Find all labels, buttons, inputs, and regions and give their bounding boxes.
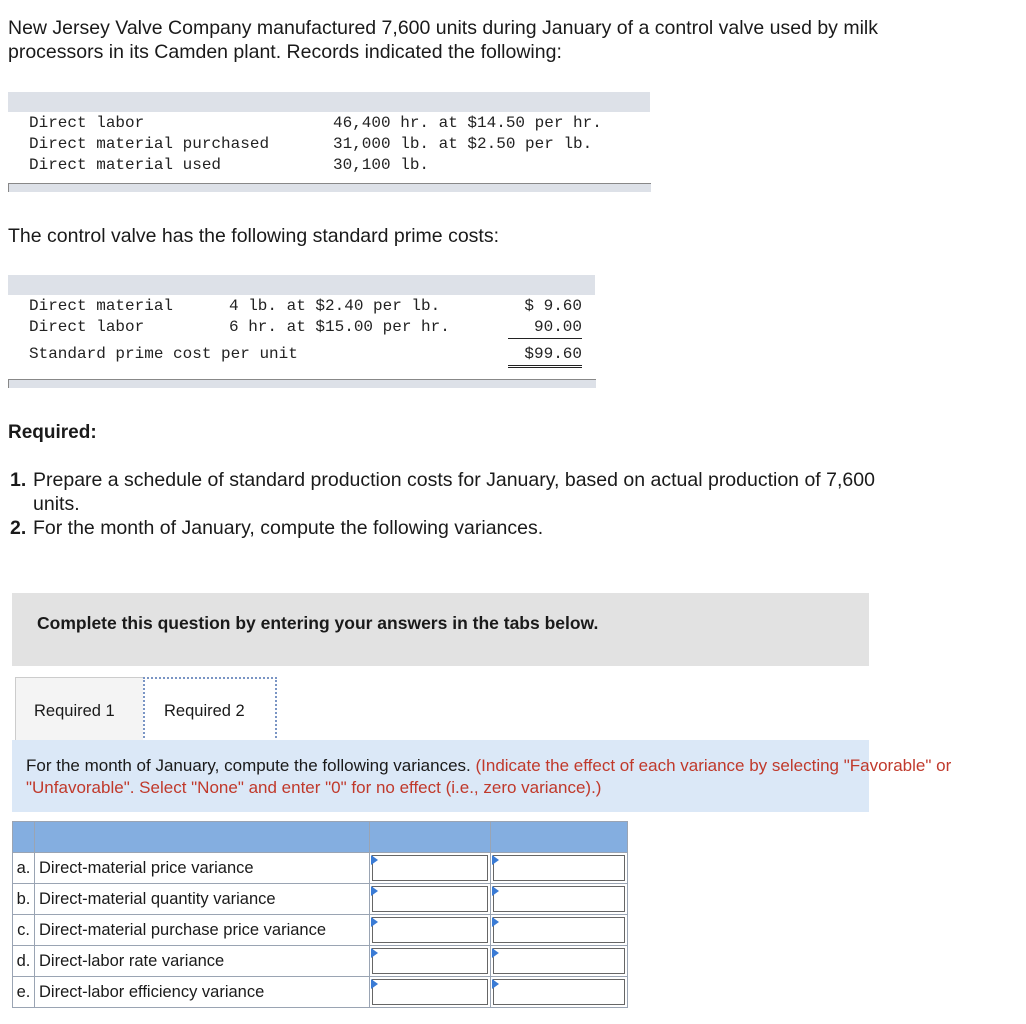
dropdown-arrow-icon [371,886,378,896]
records-label: Direct material used [29,156,222,174]
required-number: 2. [10,517,27,539]
effect-select[interactable] [370,977,491,1008]
amount-field[interactable] [495,919,623,941]
variance-table [12,821,628,1008]
amount-field[interactable] [495,888,623,910]
instruction-main: For the month of January, compute the following variances. [26,756,471,775]
amount-field[interactable] [495,981,623,1003]
complete-banner [12,593,869,666]
standard-label: Direct material [29,297,174,315]
required-item-text: For the month of January, compute the following variances. [33,517,544,539]
standard-table-header [8,275,595,295]
row-label: Direct-labor rate variance [35,946,370,977]
dropdown-arrow-icon [371,948,378,958]
amount-field[interactable] [495,950,623,972]
amount-input[interactable] [491,977,628,1008]
standard-total-amount: $99.60 [508,344,582,368]
instruction-panel [12,740,952,812]
records-value: 46,400 hr. at $14.50 per hr. [333,114,602,132]
row-letter: c. [13,915,35,946]
standard-amount: 90.00 [508,317,582,339]
records-value: 31,000 lb. at $2.50 per lb. [333,135,593,153]
row-letter: d. [13,946,35,977]
table-row [13,884,628,915]
row-letter: a. [13,853,35,884]
required-number: 1. [10,469,27,491]
tab-label: Required 1 [34,702,115,720]
effect-select[interactable] [370,946,491,977]
variance-table-header [13,822,628,853]
records-value: 30,100 lb. [333,156,430,174]
dropdown-arrow-icon [371,917,378,927]
row-label: Direct-material purchase price variance [35,915,370,946]
tab-required-2[interactable] [143,677,277,742]
effect-select[interactable] [370,853,491,884]
effect-select[interactable] [370,915,491,946]
row-label: Direct-labor efficiency variance [35,977,370,1008]
complete-banner-text: Complete this question by entering your answers in the tabs below. [37,613,599,633]
standard-detail: 4 lb. at $2.40 per lb. [229,297,441,315]
table-row [13,977,628,1008]
standard-table-footer [8,379,596,388]
standard-intro: The control valve has the following standard prime costs: [8,225,499,247]
standard-amount: $ 9.60 [524,297,582,315]
tab-required-1[interactable] [15,677,144,741]
records-label: Direct labor [29,114,145,132]
effect-select[interactable] [370,884,491,915]
amount-input[interactable] [491,946,628,977]
records-label: Direct material purchased [29,135,270,153]
required-item-text: Prepare a schedule of standard production costs for January, based on actual production of 7,600 units. [33,469,875,515]
amount-input[interactable] [491,884,628,915]
dropdown-arrow-icon [371,979,378,989]
row-label: Direct-material price variance [35,853,370,884]
standard-label: Direct labor [29,318,145,336]
amount-field[interactable] [495,857,623,879]
row-letter: b. [13,884,35,915]
required-heading: Required: [8,422,97,443]
instruction-note: (Indicate the effect of each variance by selecting "Favorable" or "Unfavorable". Select "None" and enter "0" for no effect (i.e., zero variance).) [26,756,952,797]
row-letter: e. [13,977,35,1008]
intro-paragraph: New Jersey Valve Company manufactured 7,600 units during January of a control valve used by milk processors in its Camden plant. Records indicated the following: [8,17,878,63]
amount-input[interactable] [491,853,628,884]
dropdown-arrow-icon [371,855,378,865]
standard-total-label: Standard prime cost per unit [29,345,298,363]
table-row [13,915,628,946]
tab-label: Required 2 [164,702,245,720]
standard-detail: 6 hr. at $15.00 per hr. [229,318,450,336]
table-row [13,853,628,884]
amount-input[interactable] [491,915,628,946]
records-table-header [8,92,650,112]
records-table-footer [8,183,651,192]
table-row [13,946,628,977]
required-list [10,468,890,540]
row-label: Direct-material quantity variance [35,884,370,915]
